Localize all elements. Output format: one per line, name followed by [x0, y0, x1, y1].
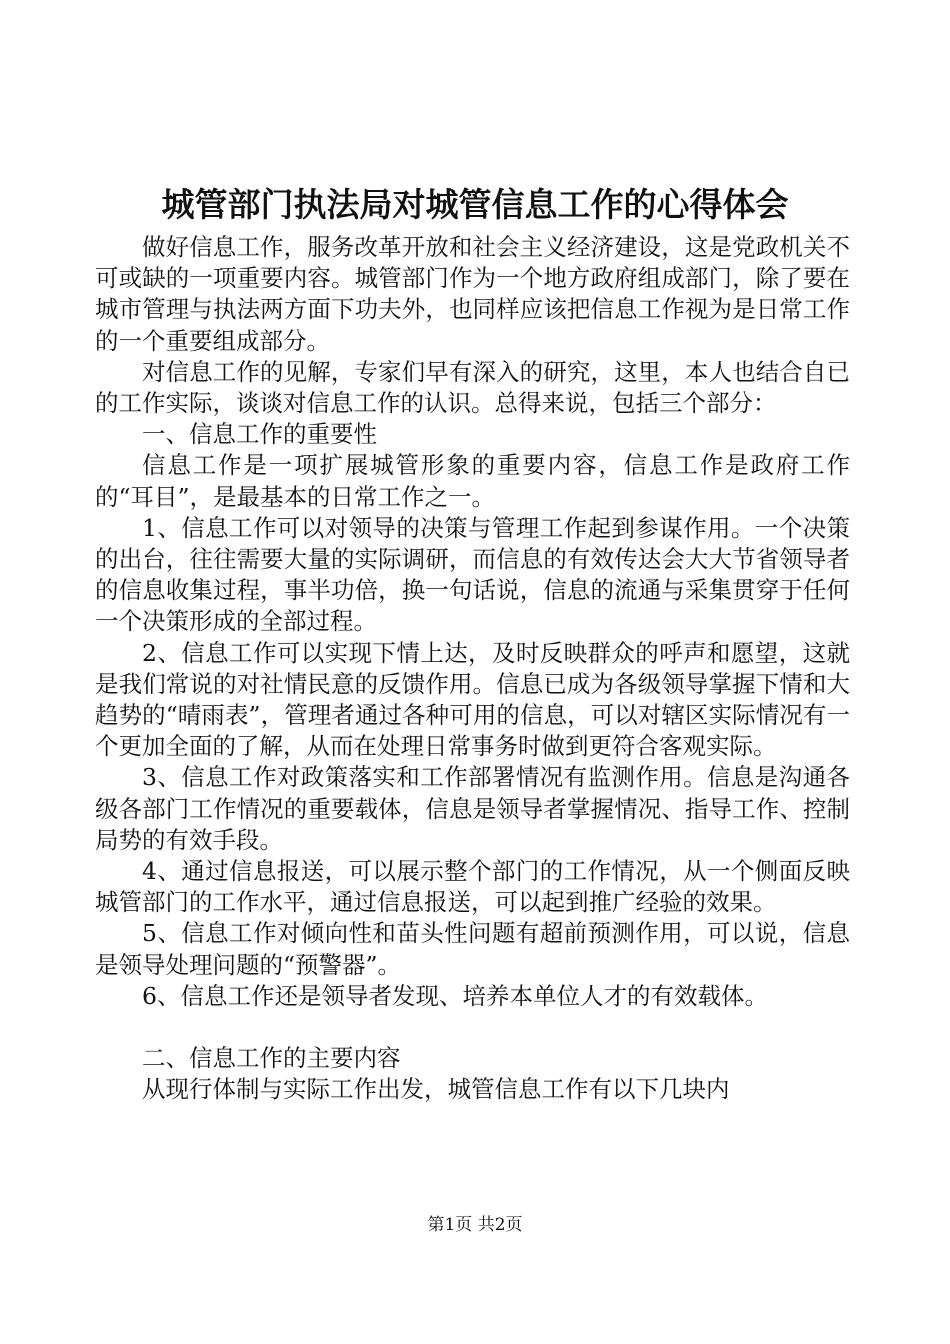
paragraph-intro: 做好信息工作，服务改革开放和社会主义经济建设，这是党政机关不可或缺的一项重要内容。城管部门作为一个地方政府组成部门，除了要在城市管理与执法两方面下功夫外，也同样应该把信息工作视为是日常工作的一个重要组成部分。 — [95, 233, 850, 355]
paragraph-overview: 对信息工作的见解，专家们早有深入的研究，这里，本人也结合自已的工作实际，谈谈对信息工作的认识。总得来说，包括三个部分： — [95, 357, 850, 418]
list-item-6: 6、信息工作还是领导者发现、培养本单位人才的有效载体。 — [142, 981, 768, 1010]
list-item-4: 4、通过信息报送，可以展示整个部门的工作情况，从一个侧面反映城管部门的工作水平，通过信息报送，可以起到推广经验的效果。 — [95, 857, 850, 917]
list-item-2: 2、信息工作可以实现下情上达，及时反映群众的呼声和愿望，这就是我们常说的对社情民意的反馈作用。信息已成为各级领导掌握下情和大趋势的“晴雨表”，管理者通过各种可用的信息，可以对辖区实际情况有一个更加全面的了解，从而在处理日常事务时做到更符合客观实际。 — [95, 638, 850, 761]
list-item-5: 5、信息工作对倾向性和苗头性问题有超前预测作用，可以说，信息是领导处理问题的“预警器”。 — [95, 919, 850, 979]
document-title: 城管部门执法局对城管信息工作的心得体会 — [161, 185, 789, 224]
blank-line — [95, 1012, 850, 1043]
section-heading-content: 二、信息工作的主要内容 — [142, 1044, 401, 1073]
list-item-1: 1、信息工作可以对领导的决策与管理工作起到参谋作用。一个决策的出台，往往需要大量的实际调研，而信息的有效传达会大大节省领导者的信息收集过程，事半功倍，换一句话说，信息的流通与采集贯穿于任何一个决策形成的全部过程。 — [95, 513, 850, 636]
section-heading-importance: 一、信息工作的重要性 — [142, 420, 377, 449]
document-body — [95, 232, 850, 1106]
page-footer: 第1页 共2页 — [427, 1215, 523, 1235]
list-item-3: 3、信息工作对政策落实和工作部署情况有监测作用。信息是沟通各级各部门工作情况的重要载体，信息是领导者掌握情况、指导工作、控制局势的有效手段。 — [95, 763, 850, 854]
paragraph-importance: 信息工作是一项扩展城管形象的重要内容，信息工作是政府工作的“耳目”，是最基本的日常工作之一。 — [95, 451, 850, 511]
paragraph-content: 从现行体制与实际工作出发，城管信息工作有以下几块内 — [142, 1075, 730, 1104]
